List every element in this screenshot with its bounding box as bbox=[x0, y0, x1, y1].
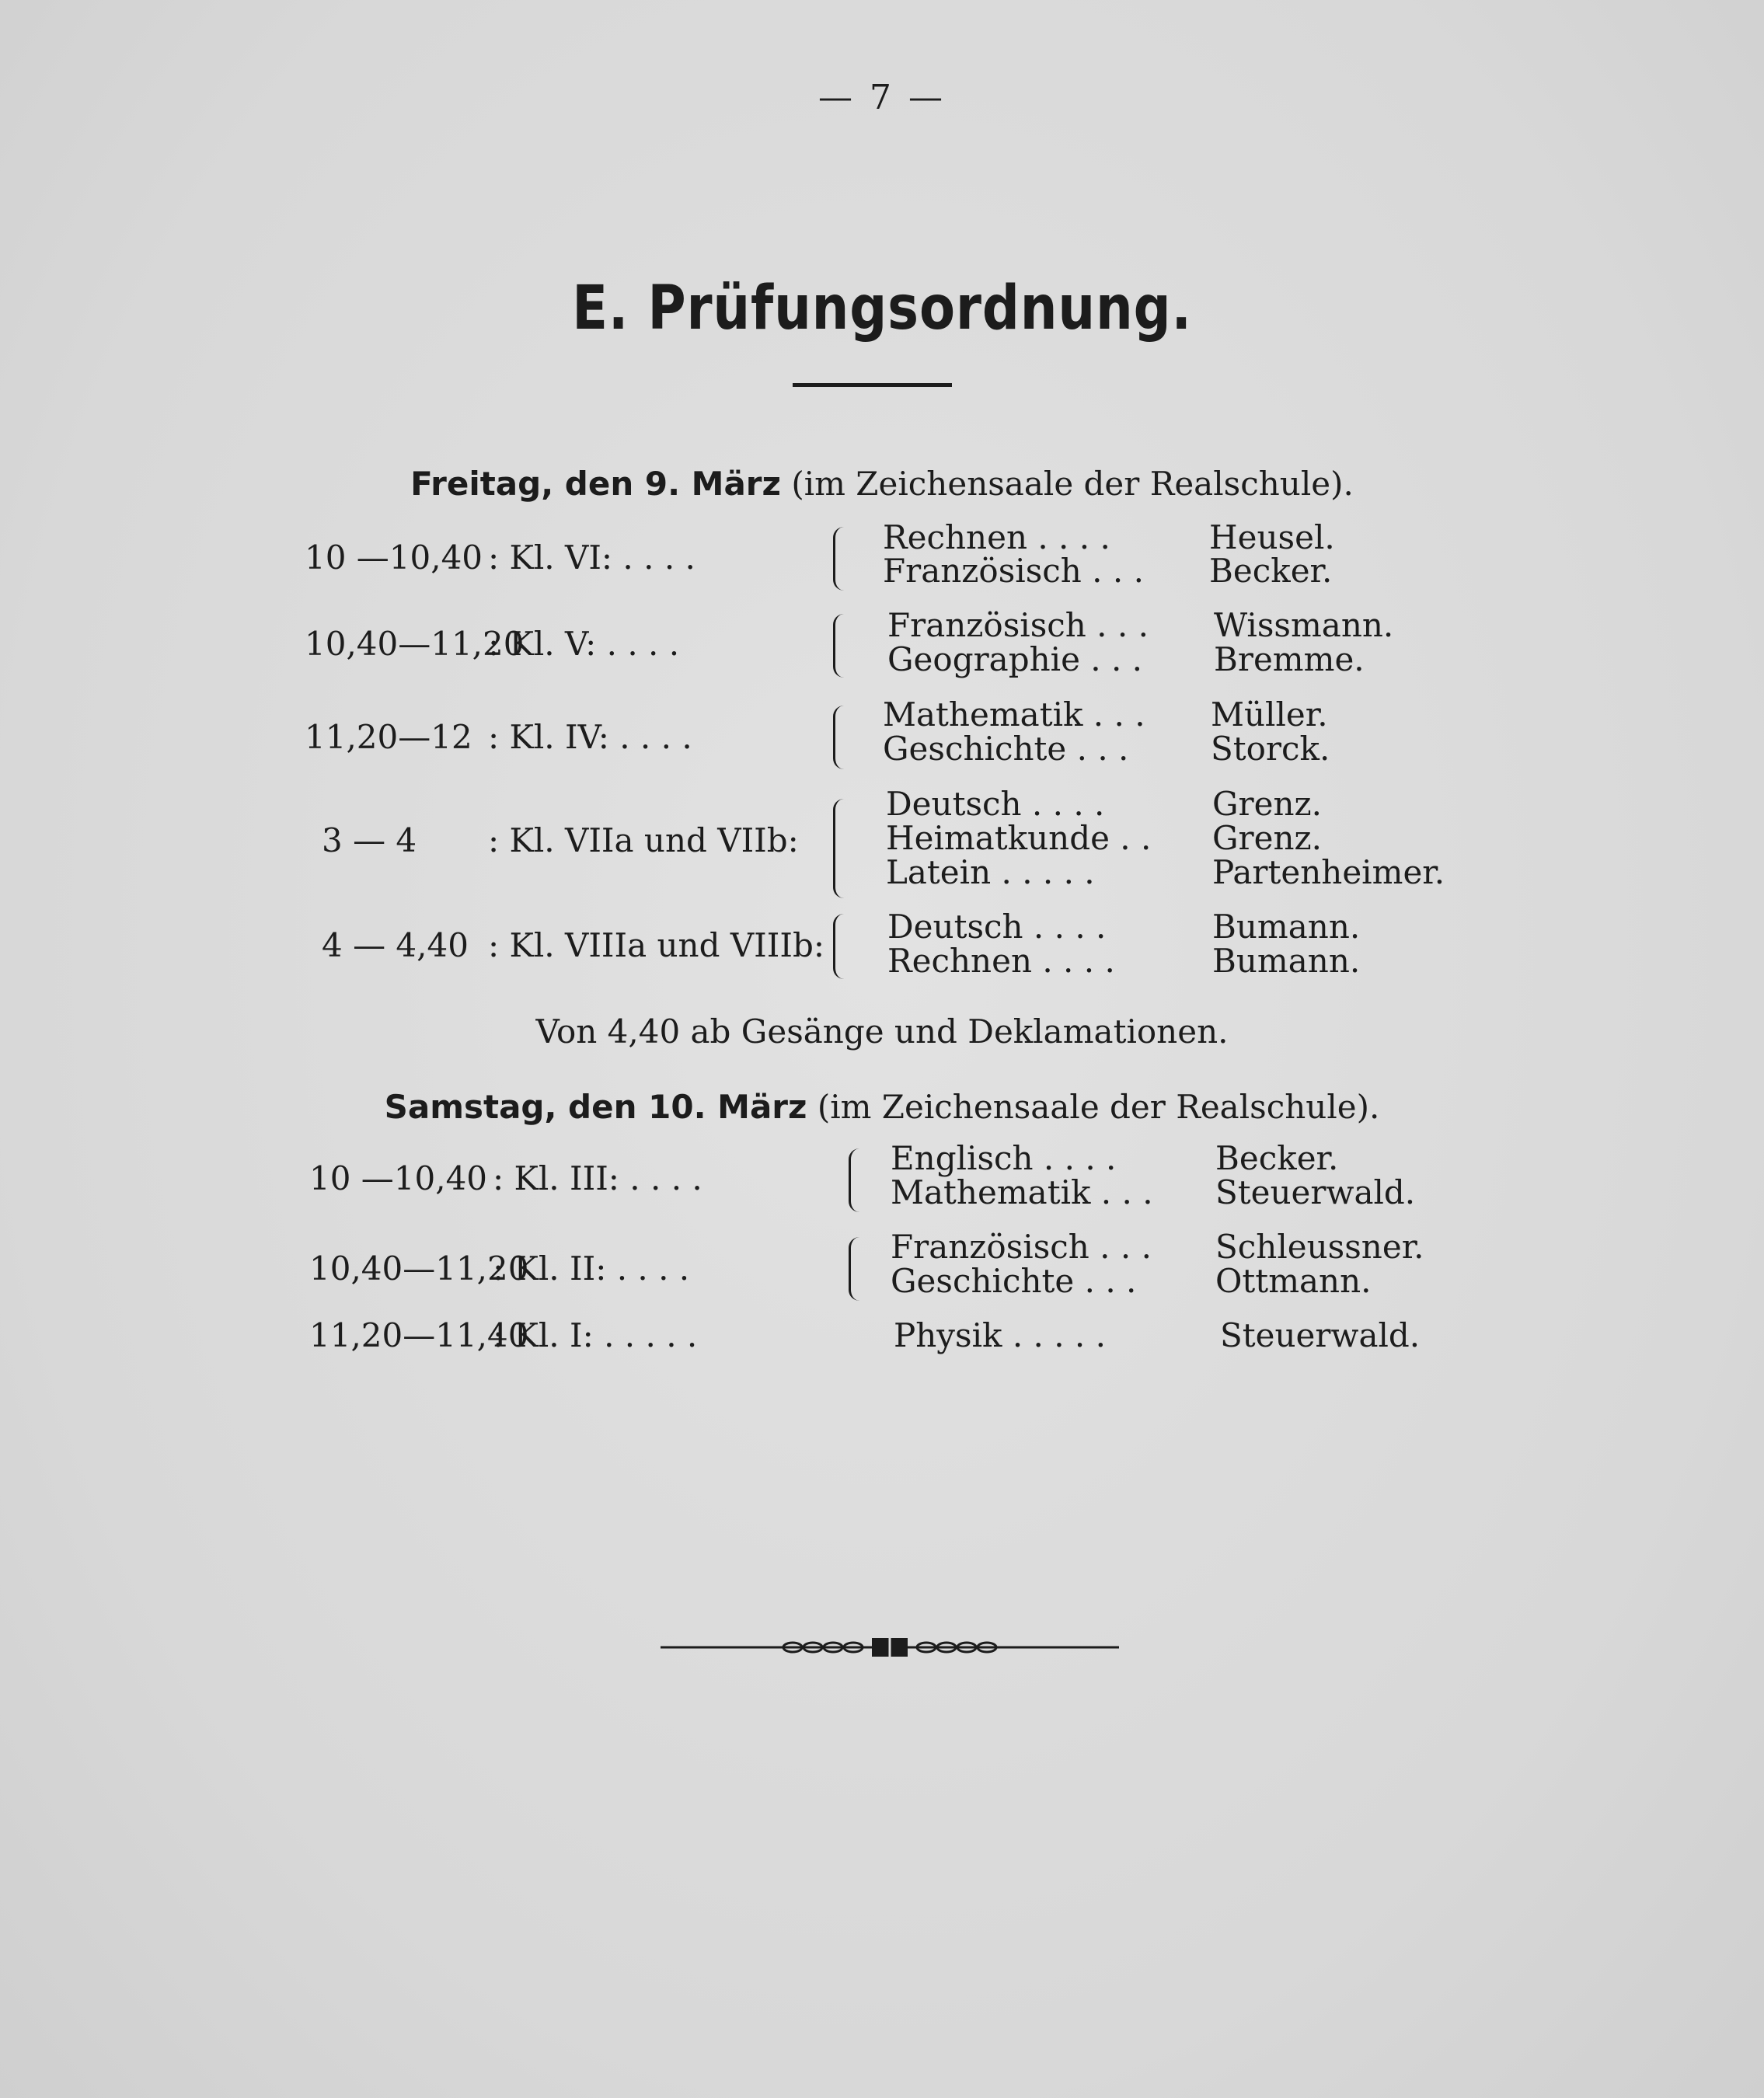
subject: Geographie . . . bbox=[887, 640, 1143, 678]
brace bbox=[833, 799, 846, 898]
teacher: Steuerwald. bbox=[1220, 1316, 1421, 1354]
time-slot: 3 — 4 bbox=[322, 821, 417, 859]
subject: Französisch . . . bbox=[891, 1228, 1152, 1266]
subject: Rechnen . . . . bbox=[887, 942, 1115, 980]
title-rule bbox=[793, 383, 952, 387]
class-label: : Kl. IV: . . . . bbox=[488, 718, 692, 756]
class-label: : Kl. VI: . . . . bbox=[488, 538, 695, 577]
time-slot: 10 —10,40 bbox=[305, 538, 483, 577]
saturday-heading-rest: (im Zeichensaale der Realschule). bbox=[817, 1088, 1380, 1126]
ornament-divider bbox=[661, 1632, 1119, 1663]
class-label: : Kl. VIIa und VIIb: bbox=[488, 821, 799, 859]
friday-note: Von 4,40 ab Gesänge und Deklamationen. bbox=[535, 1012, 1229, 1051]
brace bbox=[833, 527, 846, 591]
teacher: Storck. bbox=[1211, 730, 1330, 768]
time-slot: 4 — 4,40 bbox=[322, 926, 469, 964]
teacher: Bumann. bbox=[1212, 942, 1361, 980]
brace bbox=[849, 1148, 862, 1212]
teacher: Bumann. bbox=[1212, 908, 1361, 946]
subject: Physik . . . . . bbox=[894, 1316, 1106, 1354]
teacher: Grenz. bbox=[1212, 819, 1323, 857]
class-label: : Kl. V: . . . . bbox=[488, 625, 680, 663]
time-slot: 11,20—11,40 bbox=[309, 1316, 529, 1354]
saturday-heading bbox=[0, 1088, 1764, 1126]
teacher: Grenz. bbox=[1212, 785, 1323, 823]
time-slot: 11,20—12 bbox=[305, 718, 472, 756]
class-label: : Kl. VIIIa und VIIIb: bbox=[488, 926, 824, 964]
subject: Mathematik . . . bbox=[891, 1173, 1153, 1211]
class-label: : Kl. II: . . . . bbox=[493, 1249, 690, 1288]
friday-heading-rest: (im Zeichensaale der Realschule). bbox=[791, 465, 1354, 503]
saturday-heading-bold: Samstag, den 10. März bbox=[384, 1088, 807, 1126]
teacher: Becker. bbox=[1215, 1139, 1339, 1177]
subject: Heimatkunde . . bbox=[886, 819, 1152, 857]
section-title: E. Prüfungsordnung. bbox=[572, 274, 1192, 343]
subject: Mathematik . . . bbox=[883, 695, 1145, 734]
teacher: Becker. bbox=[1209, 552, 1333, 590]
teacher: Wissmann. bbox=[1214, 606, 1394, 644]
page-number: — 7 — bbox=[818, 78, 946, 117]
brace bbox=[833, 614, 846, 678]
teacher: Müller. bbox=[1211, 695, 1328, 734]
brace bbox=[833, 706, 846, 769]
brace bbox=[833, 914, 846, 979]
subject: Geschichte . . . bbox=[891, 1262, 1137, 1300]
subject: Latein . . . . . bbox=[886, 853, 1095, 891]
time-slot: 10,40—11,20 bbox=[309, 1249, 529, 1288]
subject: Deutsch . . . . bbox=[886, 785, 1105, 823]
teacher: Schleussner. bbox=[1215, 1228, 1424, 1266]
teacher: Heusel. bbox=[1209, 518, 1335, 556]
teacher: Steuerwald. bbox=[1215, 1173, 1416, 1211]
teacher: Partenheimer. bbox=[1212, 853, 1445, 891]
teacher: Ottmann. bbox=[1215, 1262, 1372, 1300]
subject: Englisch . . . . bbox=[891, 1139, 1117, 1177]
friday-heading-bold: Freitag, den 9. März bbox=[410, 465, 781, 503]
brace bbox=[849, 1237, 862, 1301]
friday-heading bbox=[0, 465, 1764, 503]
subject: Französisch . . . bbox=[883, 552, 1144, 590]
subject: Deutsch . . . . bbox=[887, 908, 1107, 946]
class-label: : Kl. I: . . . . . bbox=[493, 1316, 698, 1354]
subject: Rechnen . . . . bbox=[883, 518, 1110, 556]
time-slot: 10,40—11,20 bbox=[305, 625, 525, 663]
teacher: Bremme. bbox=[1214, 640, 1365, 678]
subject: Französisch . . . bbox=[887, 606, 1149, 644]
time-slot: 10 —10,40 bbox=[309, 1159, 488, 1197]
subject: Geschichte . . . bbox=[883, 730, 1129, 768]
class-label: : Kl. III: . . . . bbox=[493, 1159, 702, 1197]
